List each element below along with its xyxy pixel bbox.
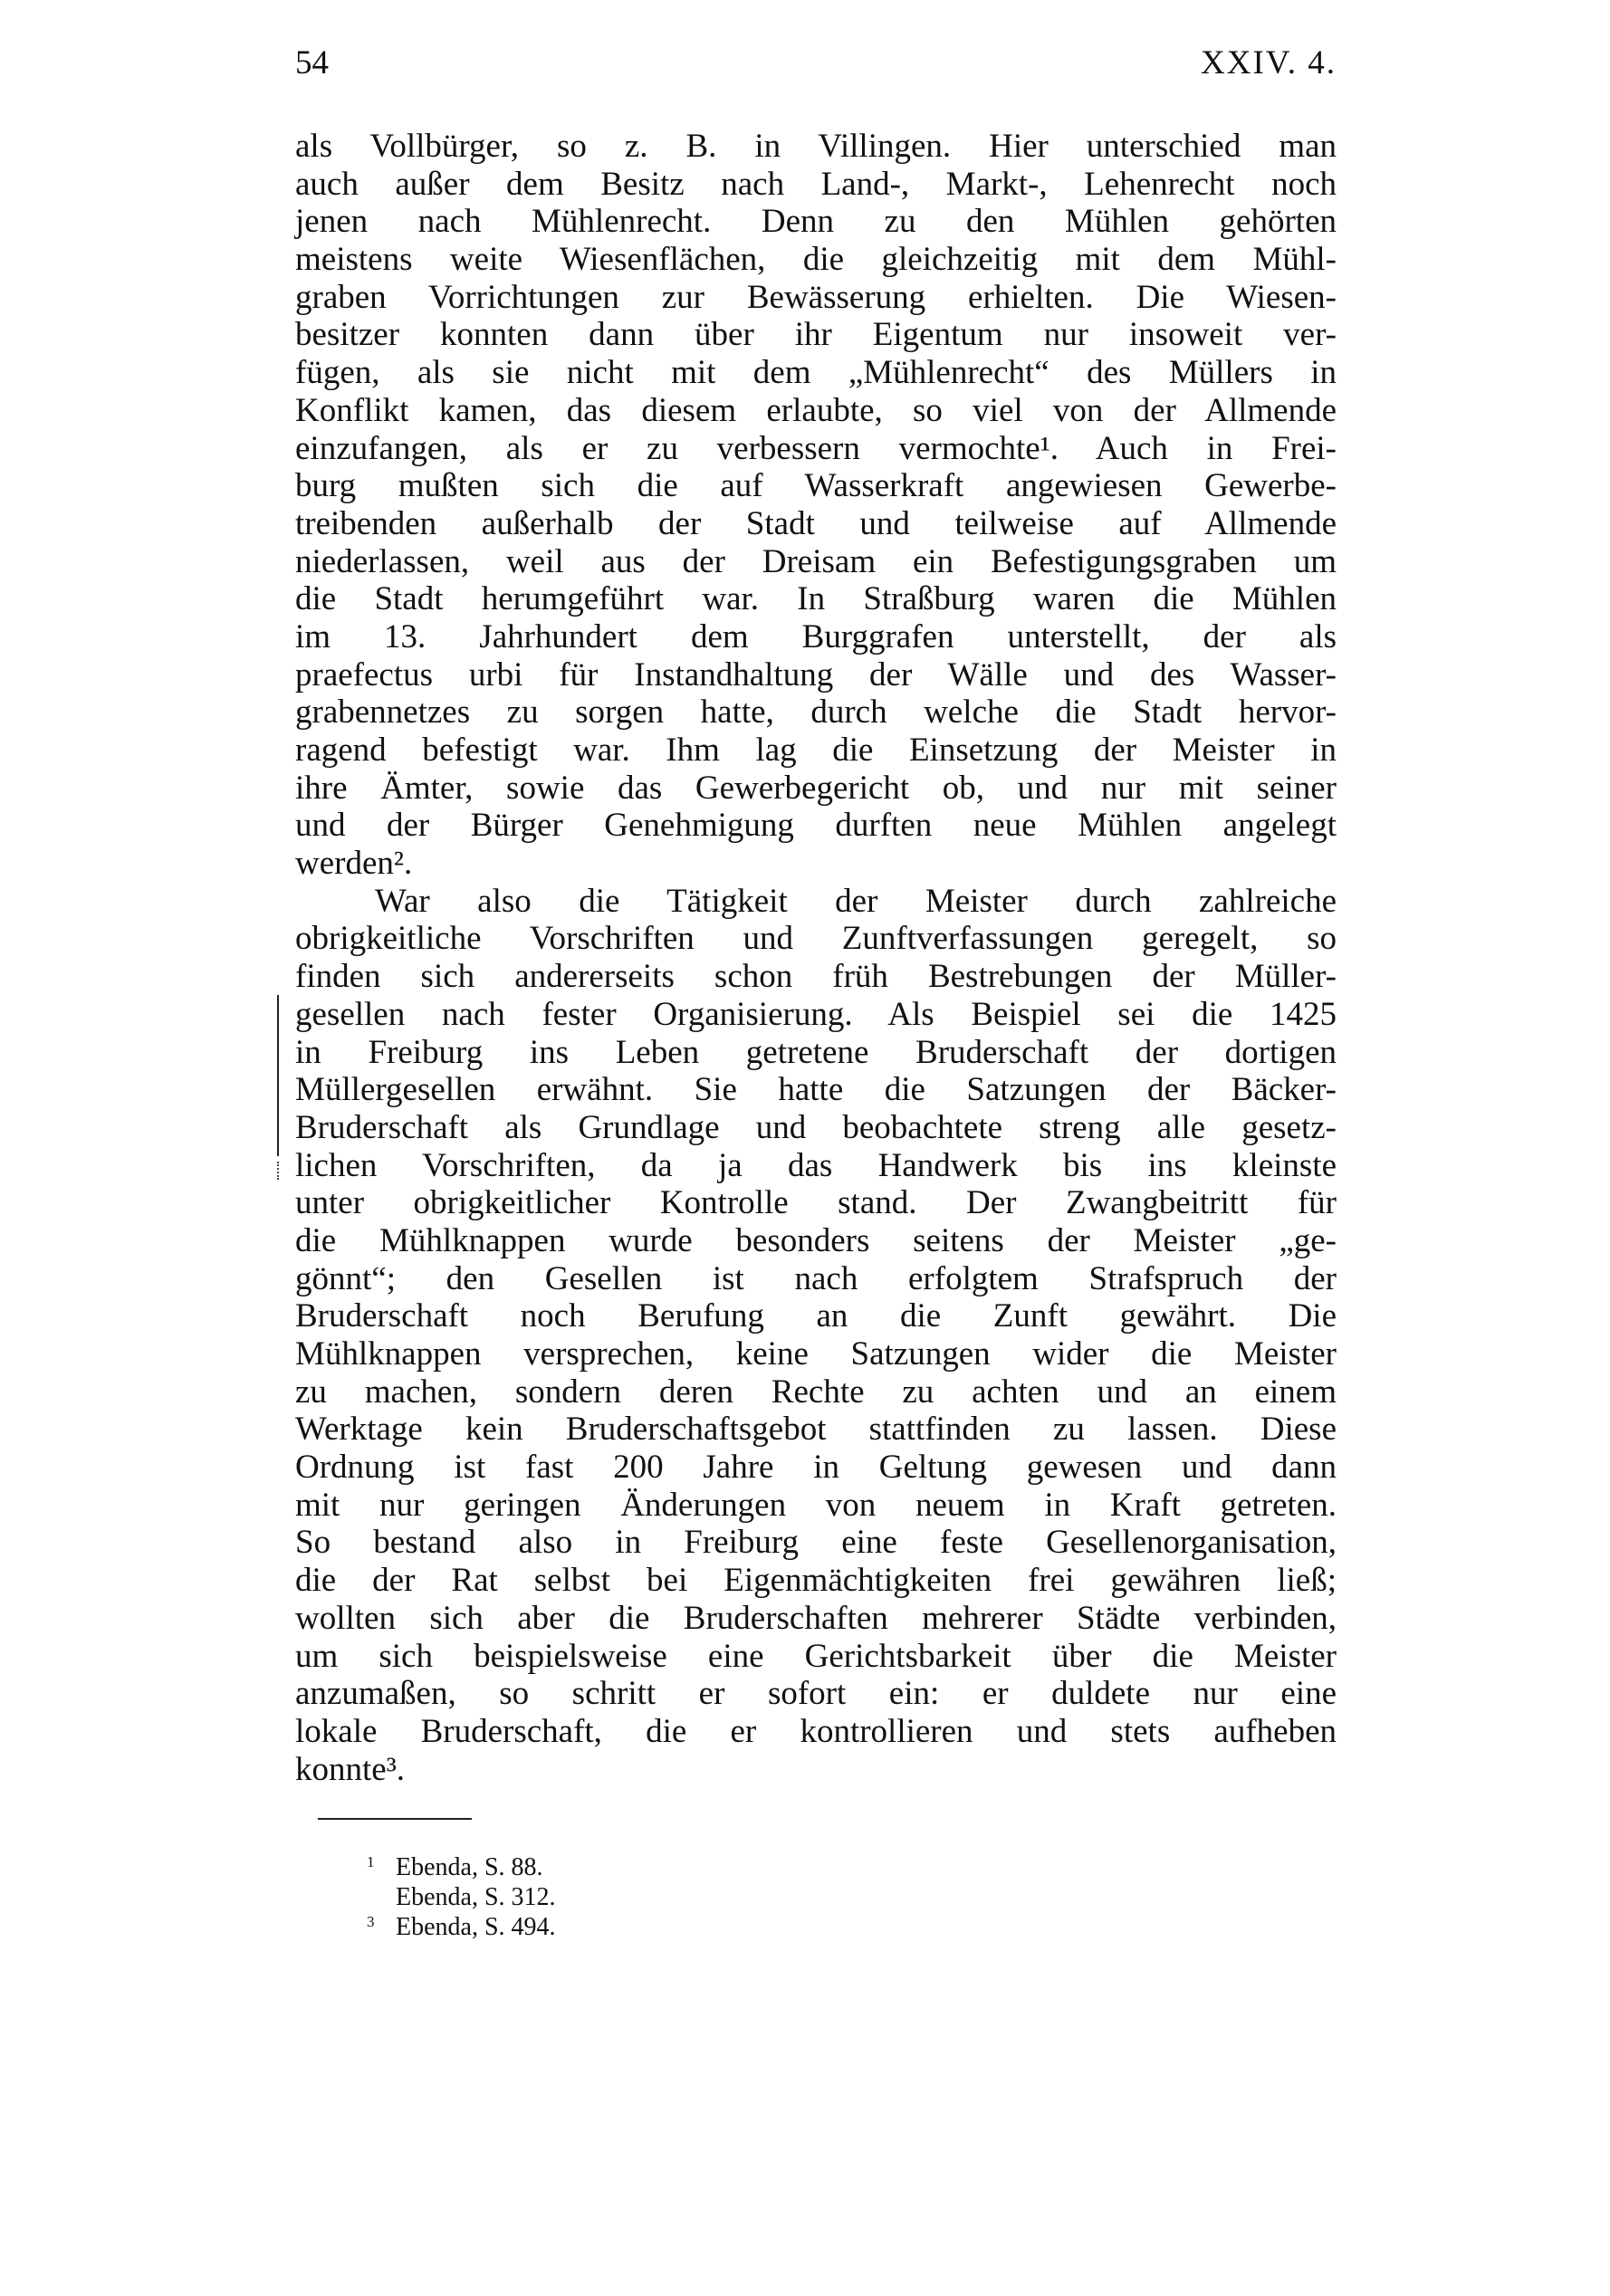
margin-line bbox=[277, 995, 279, 1156]
page-number: 54 bbox=[295, 44, 329, 81]
text-line: werden². bbox=[295, 845, 413, 883]
footnote-text: Ebenda, S. 88. bbox=[396, 1853, 543, 1881]
footnote-text: Ebenda, S. 312. bbox=[396, 1883, 556, 1911]
text-line: um sich beispielsweise eine Gerichtsbarkeit über die Meister bbox=[295, 1637, 1337, 1675]
text-line: Bruderschaft noch Berufung an die Zunft gewährt. Die bbox=[295, 1297, 1337, 1335]
text-line: Konflikt kamen, das diesem erlaubte, so viel von der Allmende bbox=[295, 391, 1337, 429]
text-line: War also die Tätigkeit der Meister durch zahlreiche bbox=[375, 882, 1337, 920]
text-line: mit nur geringen Änderungen von neuem in Kraft getreten. bbox=[295, 1486, 1337, 1524]
footnote-marker: 1 bbox=[367, 1853, 375, 1870]
footnotes bbox=[367, 1852, 556, 1942]
text-line: grabennetzes zu sorgen hatte, durch welche die Stadt hervor- bbox=[295, 694, 1337, 732]
text-line: burg mußten sich die auf Wasserkraft angewiesen Gewerbe- bbox=[295, 467, 1337, 505]
text-line: zu machen, sondern deren Rechte zu achten und an einem bbox=[295, 1373, 1337, 1411]
text-line: anzumaßen, so schritt er sofort ein: er duldete nur eine bbox=[295, 1675, 1337, 1713]
text-line: fügen, als sie nicht mit dem „Mühlenrecht“ des Müllers in bbox=[295, 354, 1337, 392]
text-line: in Freiburg ins Leben getretene Bruderschaft der dortigen bbox=[295, 1033, 1337, 1071]
text-line: einzufangen, als er zu verbessern vermochte¹. Auch in Frei- bbox=[295, 429, 1337, 467]
text-line: die Mühlknappen wurde besonders seitens der Meister „ge- bbox=[295, 1221, 1337, 1259]
margin-line-dotted bbox=[277, 1162, 279, 1180]
text-line: die Stadt herumgeführt war. In Straßburg waren die Mühlen bbox=[295, 580, 1337, 618]
footnote bbox=[367, 1852, 556, 1882]
text-line: jenen nach Mühlenrecht. Denn zu den Mühlen gehörten bbox=[295, 203, 1337, 241]
text-line: graben Vorrichtungen zur Bewässerung erhielten. Die Wiesen- bbox=[295, 278, 1337, 316]
text-line: Bruderschaft als Grundlage und beobachtete streng alle gesetz- bbox=[295, 1108, 1337, 1146]
footnote-text: Ebenda, S. 494. bbox=[396, 1913, 556, 1941]
text-line: im 13. Jahrhundert dem Burggrafen unterstellt, der als bbox=[295, 617, 1337, 655]
footnote-separator bbox=[318, 1818, 472, 1820]
text-line: Ordnung ist fast 200 Jahre in Geltung gewesen und dann bbox=[295, 1449, 1337, 1487]
text-line: Werktage kein Bruderschaftsgebot stattfinden zu lassen. Diese bbox=[295, 1411, 1337, 1449]
text-line: wollten sich aber die Bruderschaften mehrerer Städte verbinden, bbox=[295, 1599, 1337, 1637]
text-line: niederlassen, weil aus der Dreisam ein Befestigungsgraben um bbox=[295, 542, 1337, 580]
paragraph bbox=[295, 883, 1337, 1789]
text-line: konnte³. bbox=[295, 1750, 406, 1788]
text-line: gönnt“; den Gesellen ist nach erfolgtem Strafspruch der bbox=[295, 1259, 1337, 1297]
text-line: besitzer konnten dann über ihr Eigentum nur insoweit ver- bbox=[295, 316, 1337, 354]
text-line: als Vollbürger, so z. B. in Villingen. Hier unterschied man bbox=[295, 128, 1337, 165]
text-line: lokale Bruderschaft, die er kontrollieren und stets aufheben bbox=[295, 1712, 1337, 1750]
paragraph bbox=[295, 128, 1337, 883]
body-text bbox=[295, 128, 1337, 1788]
text-line: So bestand also in Freiburg eine feste Gesellenorganisation, bbox=[295, 1524, 1337, 1562]
text-line: Müllergesellen erwähnt. Sie hatte die Satzungen der Bäcker- bbox=[295, 1071, 1337, 1109]
text-line: treibenden außerhalb der Stadt und teilweise auf Allmende bbox=[295, 504, 1337, 542]
text-line: meistens weite Wiesenflächen, die gleichzeitig mit dem Mühl- bbox=[295, 241, 1337, 279]
text-line: ragend befestigt war. Ihm lag die Einsetzung der Meister in bbox=[295, 732, 1337, 769]
text-line: unter obrigkeitlicher Kontrolle stand. Der Zwangbeitritt für bbox=[295, 1184, 1337, 1222]
text-line: und der Bürger Genehmigung durften neue Mühlen angelegt bbox=[295, 807, 1337, 845]
footnote bbox=[367, 1912, 556, 1942]
text-line: finden sich andererseits schon früh Bestrebungen der Müller- bbox=[295, 958, 1337, 996]
text-line: Mühlknappen versprechen, keine Satzungen wider die Meister bbox=[295, 1335, 1337, 1373]
footnote-marker bbox=[367, 1882, 396, 1912]
text-line: lichen Vorschriften, da ja das Handwerk bis ins kleinste bbox=[295, 1146, 1337, 1184]
text-line: gesellen nach fester Organisierung. Als Beispiel sei die 1425 bbox=[295, 995, 1337, 1033]
text-line: die der Rat selbst bei Eigenmächtigkeiten frei gewähren ließ; bbox=[295, 1562, 1337, 1600]
section-number: XXIV. 4. bbox=[1201, 44, 1337, 81]
text-line: obrigkeitliche Vorschriften und Zunftverfassungen geregelt, so bbox=[295, 920, 1337, 958]
footnote-marker: 3 bbox=[367, 1913, 375, 1930]
text-line: ihre Ämter, sowie das Gewerbegericht ob, und nur mit seiner bbox=[295, 769, 1337, 807]
footnote bbox=[367, 1882, 556, 1912]
text-line: praefectus urbi für Instandhaltung der Wälle und des Wasser- bbox=[295, 655, 1337, 694]
text-line: auch außer dem Besitz nach Land-, Markt-, Lehenrecht noch bbox=[295, 165, 1337, 203]
